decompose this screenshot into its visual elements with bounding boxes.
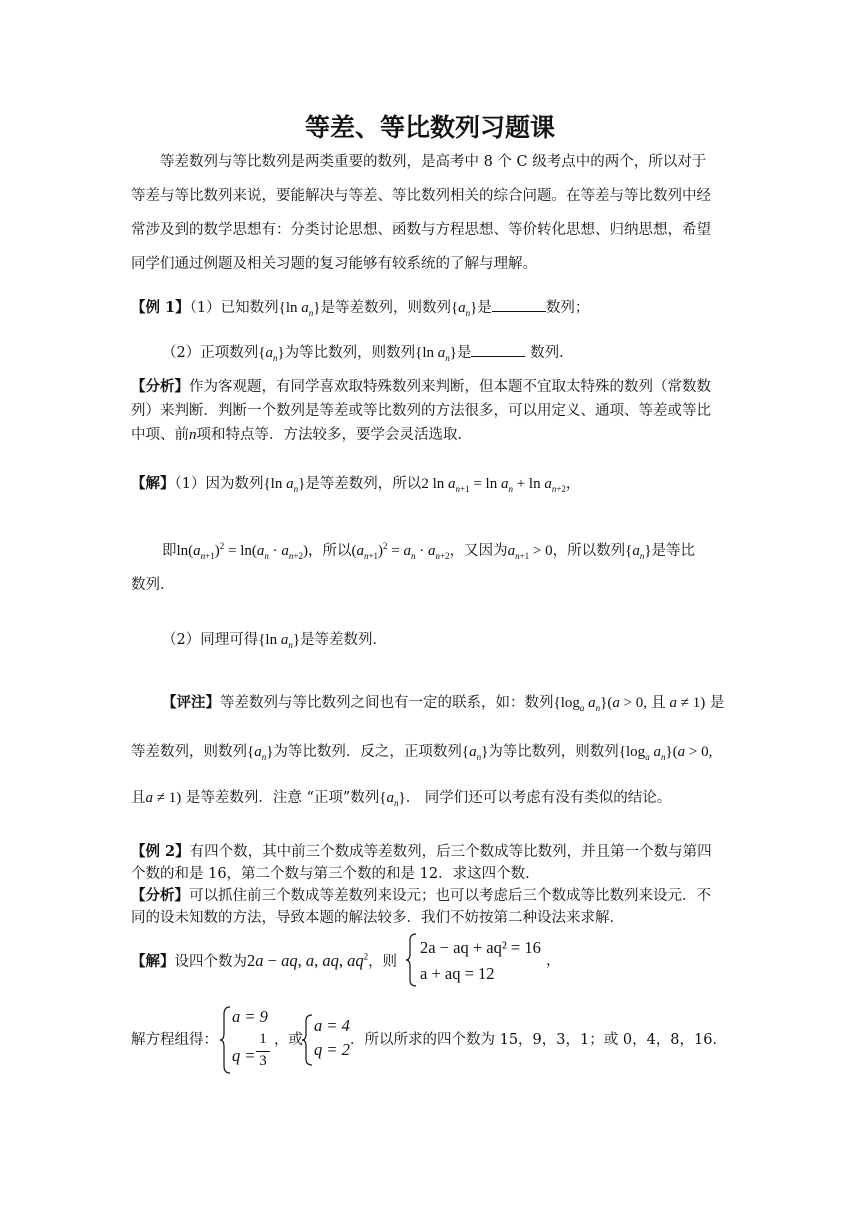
fraction-denominator: 3 bbox=[259, 1053, 267, 1069]
system-a-equation-1: a = 9 bbox=[232, 1007, 268, 1026]
ex1-solution-1: 【解】（1）因为数列{ln $a_n$}是等差数列，所以2 $\ln a_{n+1} = \ln a_n + \ln a_{n+2}$， bbox=[131, 475, 581, 494]
intro-line-4: 同学们通过例题及相关习题的复习能够有较系统的了解与理解。 bbox=[131, 256, 537, 272]
page-title: 等差、等比数列习题课 bbox=[304, 113, 555, 142]
system-brace-b bbox=[300, 1013, 314, 1067]
ex1-note-3: 且a ≠ 1) 是等差数列．注意 “正项”数列$\{a_n\}$． 同学们还可以考虑有没有类似的结论。 bbox=[131, 790, 672, 808]
system-brace-a bbox=[218, 1005, 232, 1075]
ex2-analysis-1: 【分析】可以抓住前三个数成等差数列来设元；也可以考虑后三个数成等比数列来设元．不 bbox=[131, 887, 711, 904]
ex1-solution-3: 数列． bbox=[131, 577, 175, 593]
system-b-equation-2: q = 2 bbox=[314, 1040, 350, 1059]
ex2-analysis-2: 同的设未知数的方法，导致本题的解法较多．我们不妨按第二种设法来求解． bbox=[131, 910, 624, 926]
intro-line-3: 常涉及到的数学思想有：分类讨论思想、函数与方程思想、等价转化思想、归纳思想，希望 bbox=[131, 222, 711, 238]
intro-line-2: 等差与等比数列来说，要能解决与等差、等比数列相关的综合问题。在等差与等比数列中经 bbox=[131, 188, 711, 204]
ex2-label: 【例 2】 bbox=[131, 843, 190, 860]
fraction-bar bbox=[256, 1051, 270, 1052]
ex1-solution-4: （2）同理可得{ln $a_n$}是等差数列． bbox=[162, 632, 388, 650]
system-b-equation-1: a = 4 bbox=[314, 1016, 350, 1035]
ex1-analysis-1: 【分析】作为客观题，有同学喜欢取特殊数列来判断，但本题不宜取太特殊的数列（常数数 bbox=[131, 378, 711, 395]
ex2-question-1: 【例 2】有四个数，其中前三个数成等差数列，后三个数成等比数列，并且第一个数与第四 bbox=[131, 843, 712, 860]
system-1-comma: ， bbox=[546, 953, 561, 969]
answer-blank-2 bbox=[471, 342, 525, 357]
ex2-solve-conclusion: ．所以所求的四个数为 15，9，3，1；或 0，4，8，16． bbox=[350, 1032, 727, 1048]
system-brace-1 bbox=[404, 932, 418, 988]
ex1-solution-2: 即$\ln(a_{n+1})^2 = \ln(a_n \cdot a_{n+2})$，所以$(a_{n+1})^2 = a_n \cdot a_{n+2}$，又因为$a_{n+1} > 0$，所以数列$\{a_n\}$是等比 bbox=[162, 541, 696, 561]
system-1-equation-1: 2a − aq + aq² = 16 bbox=[420, 938, 541, 957]
ex1-analysis-3: 中项、前n项和特点等．方法较多，要学会灵活选取． bbox=[131, 427, 472, 443]
ex2-question-2: 个数的和是 16，第二个数与第三个数的和是 12．求这四个数． bbox=[131, 866, 540, 882]
intro-line-1: 等差数列与等比数列是两类重要的数列，是高考中 8 个 C 级考点中的两个，所以对于 bbox=[160, 154, 707, 170]
ex2-solve-or: ，或 bbox=[274, 1032, 303, 1048]
ex2-solution-1: 【解】设四个数为2a − aq, a, aq, $aq^2$，则 bbox=[131, 951, 398, 970]
system-a-q: q = bbox=[232, 1046, 256, 1065]
answer-blank-1 bbox=[492, 297, 546, 312]
ex1-note-1: 【评注】等差数列与等比数列之间也有一定的联系，如：数列{$\log_a$ $a_n\}(a > 0$, 且 a ≠ 1) 是 bbox=[162, 694, 725, 713]
system-1-equation-2: a + aq = 12 bbox=[420, 964, 495, 983]
ex1-question-1: 【例 1】（1）已知数列{ln $a_n$}是等差数列，则数列$\{a_n\}$是 数列； bbox=[131, 299, 590, 318]
ex1-question-2: （2）正项数列$\{a_n\}$为等比数列，则数列{ln $a_n$}是 数列． bbox=[162, 342, 574, 363]
ex1-note-2: 等差数列，则数列$\{a_n\}$为等比数列．反之，正项数列$\{a_n\}$为等比数列，则数列{$\log_a$ $a_n\}(a > 0$, bbox=[131, 744, 713, 762]
ex1-label: 【例 1】 bbox=[131, 299, 190, 316]
ex2-solve-label: 解方程组得： bbox=[131, 1032, 218, 1048]
ex1-analysis-2: 列）来判断．判断一个数列是等差或等比数列的方法很多，可以用定义、通项、等差或等比 bbox=[131, 403, 711, 419]
fraction-numerator: 1 bbox=[259, 1031, 267, 1047]
